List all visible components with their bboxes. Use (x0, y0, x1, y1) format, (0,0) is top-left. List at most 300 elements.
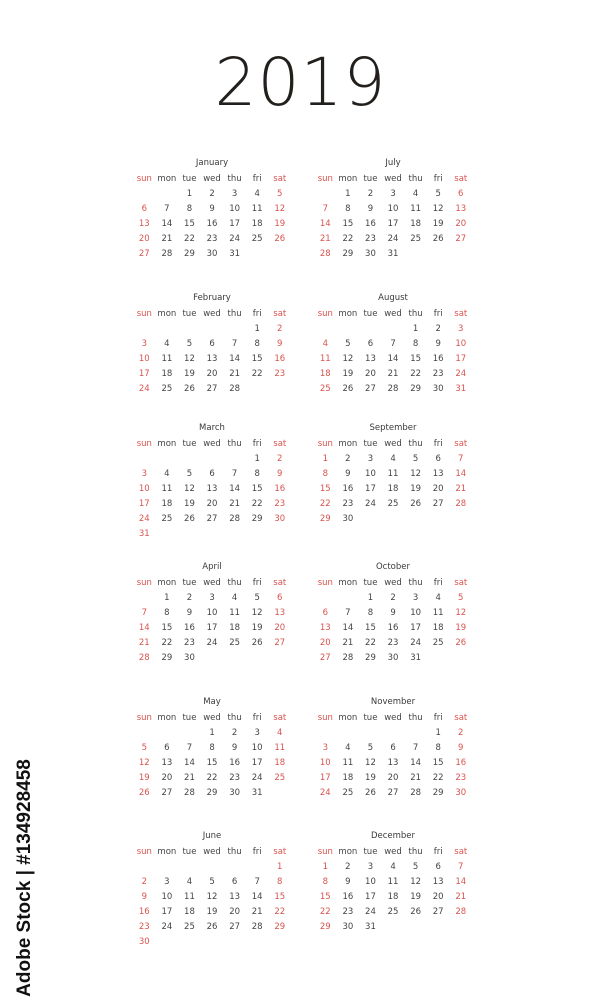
week-row (133, 352, 291, 367)
day-cell: 20 (229, 907, 241, 917)
day-cell: 10 (229, 204, 241, 214)
week-row (314, 875, 472, 890)
day-cell: 26 (365, 788, 376, 798)
weekday-label: tue (182, 578, 197, 588)
day-cell: 11 (319, 354, 331, 364)
day-cell: 3 (254, 728, 260, 738)
day-cell: 13 (206, 354, 218, 364)
day-cell: 12 (342, 354, 354, 364)
day-cell: 16 (229, 758, 241, 768)
day-cell: 17 (365, 484, 376, 494)
day-cell (223, 322, 246, 337)
day-cell: 29 (319, 514, 331, 524)
day-cell: 20 (432, 484, 444, 494)
day-cell: 28 (184, 788, 195, 798)
week-row (133, 322, 291, 337)
weekday-label: sun (317, 578, 333, 588)
day-cell: 10 (138, 484, 150, 494)
day-cell: 27 (229, 922, 241, 932)
day-cell: 13 (229, 892, 241, 902)
day-cell: 21 (229, 369, 241, 379)
day-cell: 16 (342, 892, 354, 902)
day-cell: 8 (186, 204, 193, 214)
week-row (133, 382, 291, 397)
day-cell: 14 (387, 354, 399, 364)
day-cell: 13 (432, 877, 444, 887)
day-cell (246, 527, 269, 542)
day-cell: 4 (345, 743, 351, 753)
day-cell: 9 (141, 892, 147, 902)
week-row (133, 860, 291, 875)
day-cell: 11 (387, 877, 399, 887)
day-cell (314, 726, 337, 741)
day-cell (156, 726, 179, 741)
day-cell: 23 (274, 369, 286, 379)
week-row (133, 920, 291, 935)
day-cell: 14 (342, 623, 354, 633)
day-cell: 16 (365, 219, 376, 229)
day-cell: 5 (412, 862, 419, 872)
weekday-label: sat (273, 847, 287, 857)
weekday-label: thu (227, 439, 242, 449)
day-cell: 17 (138, 369, 150, 379)
day-cell: 19 (455, 623, 467, 633)
day-cell (268, 786, 291, 801)
day-cell: 27 (206, 384, 218, 394)
day-cell: 12 (410, 877, 422, 887)
day-cell: 13 (387, 758, 399, 768)
day-cell: 14 (138, 623, 150, 633)
week-row (314, 860, 472, 875)
day-cell: 3 (164, 877, 170, 887)
week-row (133, 591, 291, 606)
day-cell: 16 (184, 623, 195, 633)
day-cell: 8 (435, 743, 441, 753)
day-cell: 1 (164, 593, 170, 603)
day-cell: 29 (161, 653, 173, 663)
day-cell: 13 (432, 469, 444, 479)
week-row (314, 905, 472, 920)
weekday-label: mon (157, 713, 177, 723)
week-row (133, 497, 291, 512)
weekday-label: thu (408, 578, 423, 588)
day-cell: 27 (365, 384, 376, 394)
day-cell: 20 (206, 499, 218, 509)
weekday-label: tue (363, 713, 378, 723)
day-cell (404, 247, 427, 262)
day-cell: 9 (231, 743, 238, 753)
day-cell: 1 (345, 189, 351, 199)
week-row (133, 337, 291, 352)
day-cell: 29 (432, 788, 444, 798)
weekday-label: mon (338, 713, 358, 723)
day-cell: 11 (342, 758, 354, 768)
day-cell (133, 860, 156, 875)
day-cell (178, 860, 201, 875)
weekday-label: mon (157, 439, 177, 449)
weekday-label: tue (182, 309, 197, 319)
day-cell: 10 (206, 608, 218, 618)
day-cell: 6 (231, 877, 238, 887)
day-cell (268, 247, 291, 262)
day-cell: 15 (365, 623, 376, 633)
day-cell (201, 322, 224, 337)
week-row (314, 651, 472, 666)
day-cell (178, 935, 201, 950)
day-cell (178, 322, 201, 337)
weekday-label: fri (433, 713, 443, 723)
day-cell (156, 187, 179, 202)
day-cell: 19 (206, 907, 218, 917)
day-cell: 31 (229, 249, 241, 259)
day-cell: 11 (387, 469, 399, 479)
weekday-header (133, 576, 291, 591)
month-name: October (375, 562, 411, 572)
day-cell: 19 (432, 219, 444, 229)
day-cell: 24 (206, 638, 218, 648)
day-cell: 23 (387, 638, 399, 648)
day-cell (133, 726, 156, 741)
weekday-label: mon (157, 174, 177, 184)
day-cell (449, 920, 472, 935)
weekday-label: sat (454, 713, 468, 723)
day-cell: 18 (184, 907, 195, 917)
day-cell: 24 (365, 907, 376, 917)
weekday-label: wed (203, 309, 221, 319)
weekday-label: sun (136, 439, 152, 449)
day-cell (427, 651, 450, 666)
day-cell: 30 (138, 937, 150, 947)
day-cell: 25 (387, 499, 399, 509)
day-cell: 5 (458, 593, 464, 603)
day-cell: 23 (229, 773, 241, 783)
day-cell (201, 935, 224, 950)
day-cell: 18 (229, 623, 241, 633)
day-cell: 7 (390, 339, 396, 349)
day-cell: 17 (410, 623, 422, 633)
day-cell: 24 (410, 638, 422, 648)
weekday-label: fri (252, 309, 262, 319)
day-cell: 19 (342, 369, 354, 379)
day-cell: 26 (184, 514, 195, 524)
weekday-label: mon (157, 309, 177, 319)
day-cell (359, 726, 382, 741)
day-cell: 26 (432, 234, 444, 244)
day-cell: 21 (251, 907, 263, 917)
day-cell: 13 (365, 354, 376, 364)
day-cell: 17 (161, 907, 173, 917)
day-cell: 25 (229, 638, 241, 648)
day-cell: 4 (186, 877, 193, 887)
day-cell: 15 (274, 892, 286, 902)
day-cell (314, 591, 337, 606)
day-cell: 10 (365, 469, 376, 479)
day-cell: 4 (322, 339, 328, 349)
week-row (133, 771, 291, 786)
day-cell: 20 (161, 773, 173, 783)
day-cell: 5 (141, 743, 147, 753)
day-cell: 15 (184, 219, 195, 229)
day-cell: 12 (455, 608, 467, 618)
day-cell: 8 (322, 469, 328, 479)
weekday-label: sun (136, 174, 152, 184)
day-cell: 23 (432, 369, 444, 379)
weekday-label: thu (227, 847, 242, 857)
day-cell: 14 (455, 469, 467, 479)
day-cell: 31 (138, 529, 150, 539)
week-row (133, 726, 291, 741)
day-cell: 30 (184, 653, 195, 663)
day-cell: 21 (387, 369, 399, 379)
day-cell: 2 (345, 454, 351, 464)
day-cell: 11 (251, 204, 263, 214)
weekday-label: tue (363, 309, 378, 319)
week-row (133, 786, 291, 801)
day-cell: 8 (345, 204, 351, 214)
day-cell: 30 (229, 788, 241, 798)
week-row (133, 651, 291, 666)
day-cell: 16 (274, 354, 286, 364)
month-name: December (370, 831, 416, 841)
week-row (314, 726, 472, 741)
day-cell (382, 322, 405, 337)
weekday-label: thu (227, 309, 242, 319)
day-cell: 18 (342, 773, 354, 783)
day-cell: 12 (432, 204, 444, 214)
day-cell: 7 (141, 608, 147, 618)
day-cell: 11 (274, 743, 286, 753)
day-cell: 10 (161, 892, 173, 902)
weekday-label: fri (433, 439, 443, 449)
day-cell: 10 (251, 743, 263, 753)
day-cell: 22 (319, 499, 331, 509)
day-cell: 17 (319, 773, 331, 783)
day-cell: 6 (435, 454, 441, 464)
day-cell (382, 726, 405, 741)
day-cell: 17 (206, 623, 218, 633)
day-cell (156, 935, 179, 950)
day-cell: 12 (138, 758, 150, 768)
day-cell (156, 527, 179, 542)
day-cell: 7 (254, 877, 260, 887)
weekday-label: thu (227, 578, 242, 588)
day-cell (223, 860, 246, 875)
week-row (133, 202, 291, 217)
day-cell: 16 (206, 219, 218, 229)
day-cell: 12 (410, 469, 422, 479)
day-cell: 14 (319, 219, 331, 229)
weekday-label: mon (338, 174, 358, 184)
day-cell: 2 (367, 189, 374, 199)
weekday-label: wed (384, 174, 402, 184)
day-cell: 18 (251, 219, 263, 229)
day-cell: 12 (206, 892, 218, 902)
day-cell (382, 920, 405, 935)
day-cell: 23 (206, 234, 218, 244)
week-row (314, 217, 472, 232)
day-cell (449, 651, 472, 666)
day-cell (223, 651, 246, 666)
day-cell: 12 (274, 204, 286, 214)
weekday-label: tue (182, 713, 197, 723)
weekday-label: fri (433, 309, 443, 319)
day-cell: 26 (455, 638, 467, 648)
weekday-label: tue (182, 847, 197, 857)
day-cell: 24 (229, 234, 241, 244)
week-row (133, 512, 291, 527)
day-cell: 2 (458, 728, 464, 738)
weekday-header (133, 845, 291, 860)
day-cell: 21 (161, 234, 173, 244)
day-cell: 3 (231, 189, 238, 199)
day-cell: 1 (435, 728, 441, 738)
weekday-label: wed (203, 578, 221, 588)
day-cell: 21 (342, 638, 354, 648)
weekday-label: wed (203, 713, 221, 723)
day-cell: 9 (458, 743, 464, 753)
day-cell: 24 (138, 514, 150, 524)
week-row (133, 890, 291, 905)
day-cell (133, 452, 156, 467)
day-cell: 18 (161, 499, 173, 509)
week-row (314, 367, 472, 382)
stock-id-stamp (12, 758, 38, 997)
day-cell: 14 (410, 758, 422, 768)
day-cell: 21 (455, 484, 467, 494)
week-row (133, 741, 291, 756)
day-cell: 28 (319, 249, 331, 259)
day-cell: 16 (274, 484, 286, 494)
weekday-header (314, 711, 472, 726)
day-cell: 4 (164, 339, 170, 349)
day-cell: 22 (365, 638, 376, 648)
day-cell: 29 (274, 922, 286, 932)
day-cell: 4 (164, 469, 170, 479)
day-cell: 25 (251, 234, 263, 244)
week-row (133, 187, 291, 202)
week-row (314, 636, 472, 651)
week-row (133, 467, 291, 482)
week-row (314, 890, 472, 905)
stock-id-text: Adobe Stock | #134928458 (14, 758, 35, 997)
day-cell (133, 187, 156, 202)
day-cell: 30 (432, 384, 444, 394)
day-cell: 1 (209, 728, 215, 738)
week-row (314, 771, 472, 786)
day-cell: 7 (231, 339, 238, 349)
day-cell: 25 (184, 922, 195, 932)
weekday-label: thu (408, 174, 423, 184)
day-cell (178, 452, 201, 467)
day-cell: 20 (138, 234, 150, 244)
day-cell: 21 (410, 773, 422, 783)
week-row (314, 756, 472, 771)
day-cell: 7 (231, 469, 238, 479)
day-cell: 19 (251, 623, 263, 633)
day-cell: 16 (432, 354, 444, 364)
day-cell: 30 (342, 514, 354, 524)
day-cell: 9 (277, 339, 283, 349)
day-cell: 21 (319, 234, 331, 244)
day-cell: 8 (322, 877, 328, 887)
day-cell: 24 (161, 922, 173, 932)
day-cell: 18 (274, 758, 286, 768)
day-cell: 3 (412, 593, 419, 603)
day-cell: 14 (229, 354, 241, 364)
day-cell: 27 (387, 788, 399, 798)
week-row (314, 247, 472, 262)
day-cell: 5 (367, 743, 374, 753)
week-row (133, 875, 291, 890)
day-cell: 4 (412, 189, 419, 199)
day-cell: 28 (410, 788, 422, 798)
day-cell: 2 (277, 454, 283, 464)
weekday-label: tue (363, 847, 378, 857)
day-cell: 9 (209, 204, 215, 214)
day-cell (359, 322, 382, 337)
day-cell: 4 (390, 862, 396, 872)
day-cell: 5 (186, 469, 193, 479)
day-cell: 2 (209, 189, 215, 199)
day-cell: 26 (274, 234, 286, 244)
week-row (314, 322, 472, 337)
day-cell (268, 651, 291, 666)
day-cell (268, 935, 291, 950)
day-cell (246, 860, 269, 875)
day-cell: 10 (455, 339, 467, 349)
weekday-label: sun (317, 174, 333, 184)
week-row (314, 352, 472, 367)
day-cell: 13 (138, 219, 150, 229)
week-row (133, 232, 291, 247)
week-row (133, 367, 291, 382)
day-cell: 31 (365, 922, 376, 932)
week-row (314, 382, 472, 397)
day-cell: 26 (206, 922, 218, 932)
day-cell (337, 726, 360, 741)
day-cell: 31 (410, 653, 422, 663)
day-cell: 30 (274, 514, 286, 524)
day-cell: 14 (161, 219, 173, 229)
weekday-label: fri (252, 174, 262, 184)
day-cell: 27 (319, 653, 331, 663)
weekday-label: tue (182, 174, 197, 184)
weekday-label: mon (338, 309, 358, 319)
day-cell: 15 (410, 354, 422, 364)
day-cell: 27 (432, 907, 444, 917)
day-cell: 26 (138, 788, 150, 798)
day-cell: 10 (410, 608, 422, 618)
week-row (314, 202, 472, 217)
day-cell: 18 (410, 219, 422, 229)
day-cell: 23 (184, 638, 195, 648)
day-cell: 3 (390, 189, 396, 199)
day-cell: 18 (319, 369, 331, 379)
week-row (133, 621, 291, 636)
weekday-label: sun (136, 713, 152, 723)
weekday-label: wed (384, 713, 402, 723)
day-cell (359, 512, 382, 527)
day-cell: 11 (432, 608, 444, 618)
month-name: January (195, 158, 229, 168)
day-cell: 21 (184, 773, 195, 783)
weekday-label: fri (252, 578, 262, 588)
weekday-label: wed (384, 578, 402, 588)
day-cell: 24 (365, 499, 376, 509)
weekday-header (314, 172, 472, 187)
day-cell: 26 (342, 384, 354, 394)
day-cell: 7 (458, 454, 464, 464)
